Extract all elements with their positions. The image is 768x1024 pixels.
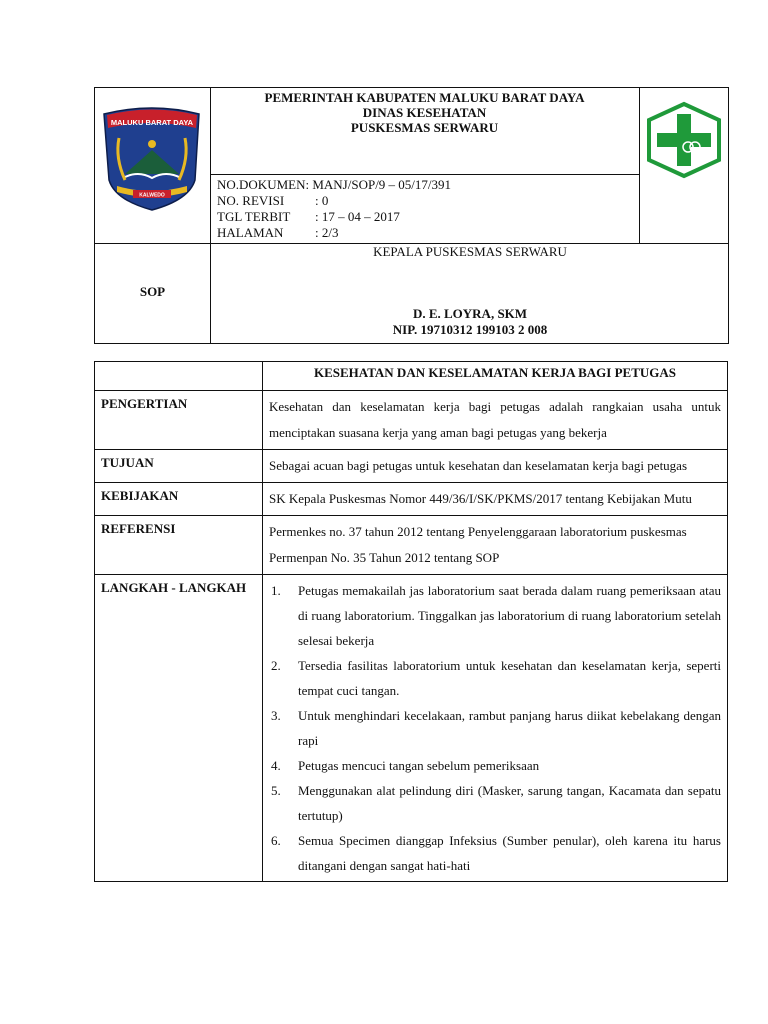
institution-line-2: DINAS KESEHATAN bbox=[362, 105, 487, 120]
sop-label: SOP bbox=[139, 284, 166, 299]
revision-value: : 0 bbox=[315, 193, 329, 208]
langkah-cell bbox=[263, 575, 728, 882]
table-row-langkah bbox=[95, 575, 728, 882]
head-signature-block bbox=[211, 243, 729, 338]
kebijakan-label: KEBIJAKAN bbox=[95, 483, 263, 516]
regency-logo-cell bbox=[95, 88, 210, 244]
step-text: Semua Specimen dianggap Infeksius (Sumber penular), oleh karena itu harus ditangani dengan sangat hati-hati bbox=[298, 833, 721, 873]
step-text: Tersedia fasilitas laboratorium untuk kesehatan dan keselamatan kerja, seperti tempat cuci tangan. bbox=[298, 658, 721, 698]
table-title: KESEHATAN DAN KESELAMATAN KERJA BAGI PETUGAS bbox=[263, 362, 728, 391]
svg-text:MALUKU BARAT DAYA: MALUKU BARAT DAYA bbox=[110, 118, 194, 127]
head-title: KEPALA PUSKESMAS SERWARU bbox=[373, 244, 567, 259]
issue-date-label: TGL TERBIT bbox=[217, 209, 291, 224]
puskesmas-logo-icon bbox=[640, 88, 729, 244]
page-value: : 2/3 bbox=[315, 225, 339, 240]
step-text: Untuk menghindari kecelakaan, rambut panjang harus diikat kebelakang dengan rapi bbox=[298, 708, 721, 748]
doc-number-row bbox=[217, 177, 451, 193]
head-nip: NIP. 19710312 199103 2 008 bbox=[392, 322, 548, 337]
step-text: Petugas memakailah jas laboratorium saat berada dalam ruang pemeriksaan atau di ruang laboratorium. Tinggalkan jas laboratorium di ruang laboratorium setelah selesai bekerja bbox=[298, 583, 721, 648]
revision-row bbox=[217, 193, 451, 209]
tujuan-label: TUJUAN bbox=[95, 450, 263, 483]
table-title-empty-cell bbox=[95, 362, 263, 391]
step-text: Petugas mencuci tangan sebelum pemeriksaan bbox=[298, 758, 540, 773]
table-title-row bbox=[95, 362, 728, 391]
page-row bbox=[217, 225, 451, 241]
table-row-pengertian bbox=[95, 391, 728, 450]
list-item bbox=[269, 753, 721, 778]
head-name: D. E. LOYRA, SKM bbox=[412, 306, 528, 321]
doc-number-value: MANJ/SOP/9 – 05/17/391 bbox=[312, 177, 452, 192]
step-number: 6. bbox=[271, 833, 281, 848]
issue-date-row bbox=[217, 209, 451, 225]
step-number: 3. bbox=[271, 708, 281, 723]
list-item bbox=[269, 828, 721, 878]
referensi-item-2: Permenpan No. 35 Tahun 2012 tentang SOP bbox=[269, 550, 500, 565]
table-row-kebijakan bbox=[95, 483, 728, 516]
regency-crest-icon bbox=[95, 88, 210, 244]
page-label: HALAMAN bbox=[217, 225, 284, 240]
institution-line-1: PEMERINTAH KABUPATEN MALUKU BARAT DAYA bbox=[264, 90, 585, 105]
document-header bbox=[94, 87, 729, 344]
puskesmas-logo-cell bbox=[640, 88, 729, 244]
revision-label: NO. REVISI bbox=[217, 193, 285, 208]
referensi-cell bbox=[263, 516, 728, 575]
kebijakan-text: SK Kepala Puskesmas Nomor 449/36/I/SK/PKMS/2017 tentang Kebijakan Mutu bbox=[263, 483, 728, 516]
step-number: 2. bbox=[271, 658, 281, 673]
steps-list bbox=[269, 578, 721, 878]
list-item bbox=[269, 778, 721, 828]
pengertian-text: Kesehatan dan keselamatan kerja bagi petugas adalah rangkaian usaha untuk menciptakan suasana kerja yang aman bagi petugas yang bekerja bbox=[263, 391, 728, 450]
header-divider-institution bbox=[210, 174, 639, 175]
svg-text:KALWEDO: KALWEDO bbox=[139, 192, 165, 199]
step-number: 1. bbox=[271, 583, 281, 598]
document-info bbox=[217, 177, 451, 241]
referensi-label: REFERENSI bbox=[95, 516, 263, 575]
doc-number-label: NO.DOKUMEN: bbox=[217, 177, 310, 192]
list-item bbox=[269, 578, 721, 653]
institution-name bbox=[211, 88, 638, 135]
institution-line-3: PUSKESMAS SERWARU bbox=[350, 120, 499, 135]
step-number: 5. bbox=[271, 783, 281, 798]
sop-content-table bbox=[94, 361, 728, 882]
referensi-item-1: Permenkes no. 37 tahun 2012 tentang Penyelenggaraan laboratorium puskesmas bbox=[269, 524, 687, 539]
pengertian-label: PENGERTIAN bbox=[95, 391, 263, 450]
langkah-label: LANGKAH - LANGKAH bbox=[95, 575, 263, 882]
table-row-tujuan bbox=[95, 450, 728, 483]
issue-date-value: : 17 – 04 – 2017 bbox=[315, 209, 400, 224]
tujuan-text: Sebagai acuan bagi petugas untuk kesehatan dan keselamatan kerja bagi petugas bbox=[263, 450, 728, 483]
list-item bbox=[269, 703, 721, 753]
step-text: Menggunakan alat pelindung diri (Masker, sarung tangan, Kacamata dan sepatu tertutup) bbox=[298, 783, 721, 823]
list-item bbox=[269, 653, 721, 703]
table-row-referensi bbox=[95, 516, 728, 575]
step-number: 4. bbox=[271, 758, 281, 773]
